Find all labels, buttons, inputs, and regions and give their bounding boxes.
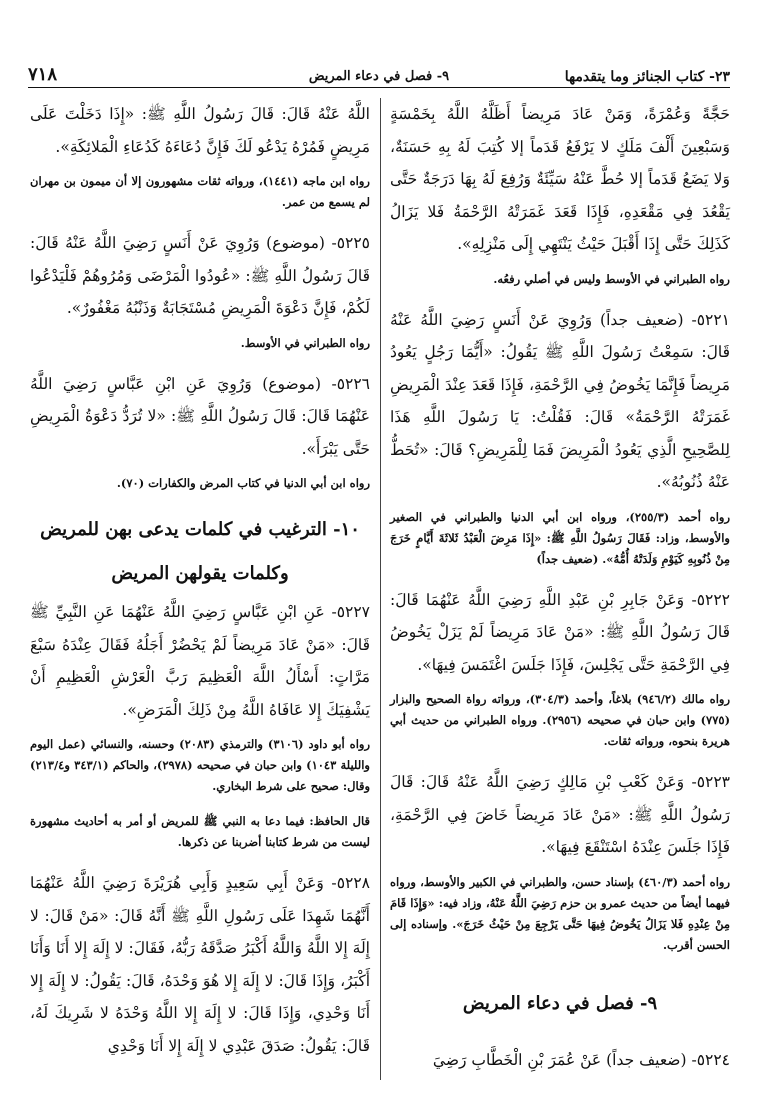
section-heading: ٩- فصل في دعاء المريض bbox=[462, 992, 658, 1014]
hadith-text: ٥٢٢٢- وَعَنْ جَابِرِ بْنِ عَبْدِ اللَّهِ رَضِيَ اللَّهُ عَنْهُمَا قَالَ: قَالَ رَسُولُ اللَّهِ ﷺ: «مَنْ عَادَ مَرِيضاً لَمْ يَزَلْ يَخُوضُ فِي الرَّحْمَةِ حَتَّى يَجْلِسَ، فَإِذَا جَلَسَ اغْتَمَسَ فِيهَا». bbox=[390, 590, 730, 674]
hadith-source: رواه أحمد (٤٦٠/٣) بإسناد حسن، والطبراني في الكبير والأوسط، ورواه فيهما أيضاً من حديث عمرو بن حزم رَضِيَ اللَّهُ عَنْهُ، وزاد فيه: «وَإِذَا قَامَ مِنْ عِنْدِهِ فَلا يَزَالُ يَخُوضُ فِيهَا حَتَّى يَرْجِعَ مِنْ حَيْثُ خَرَجَ». وإسناده إلى الحسن أقرب. bbox=[390, 874, 730, 952]
page-number: ٧١٨ bbox=[28, 64, 58, 85]
hadith-text: حَجَّةً وَعُمْرَةً، وَمَنْ عَادَ مَرِيضاً أَظَلَّهُ اللَّهُ بِخَمْسَةٍ وَسَبْعِينَ أَلْفَ مَلَكٍ لا يَرْفَعُ قَدَماً إلا كُتِبَ لَهُ بِهِ حَسَنَةٌ، وَلا يَضَعُ قَدَماً إلا حُطَّ عَنْهُ سَيِّئَةٌ وَرُفِعَ لَهُ بِهَا دَرَجَةٌ حَتَّى يَقْعُدَ فِي مَقْعَدِهِ، فَإِذَا قَعَدَ غَمَرَتْهُ الرَّحْمَةُ فَلا يَزَالُ كَذَلِكَ حَتَّى إِذَا أَقْبَلَ حَيْثُ يَنْتَهِي إِلَى مَنْزِلِهِ». bbox=[390, 105, 730, 253]
hadith-source: رواه مالك (٩٤٦/٢) بلاغاً، وأحمد (٣٠٤/٣)، ورواته رواة الصحيح والبزار (٧٧٥) وابن حبان في صحيحه (٢٩٥٦). ورواه الطبراني من حديث أبي هريرة بنحوه، ورواته ثقات. bbox=[390, 692, 731, 748]
hadith-text: ٥٢٢٥- (موضوع) وَرُوِيَ عَنْ أَنَسٍ رَضِيَ اللَّهُ عَنْهُ قَالَ: قَالَ رَسُولُ اللَّهِ ﷺ: «عُودُوا الْمَرْضَى وَمُرُوهُمْ فَلْيَدْعُوا لَكُمْ، فَإِنَّ دَعْوَةَ الْمَرِيضِ مُسْتَجَابَةٌ وَذَنْبُهُ مَغْفُورٌ». bbox=[30, 234, 370, 317]
column-divider bbox=[380, 98, 381, 1080]
hadith-text: ٥٢٢٦- (موضوع) وَرُوِيَ عَنِ ابْنِ عَبَّاسٍ رَضِيَ اللَّهُ عَنْهُمَا قَالَ: قَالَ رَسُولُ اللَّهِ ﷺ: «لا تُرَدُّ دَعْوَةُ الْمَرِيضِ حَتَّى يَبْرَأَ». bbox=[30, 374, 370, 458]
hadith-text: ٥٢٢٨- وَعَنْ أَبِي سَعِيدٍ وَأَبِي هُرَيْرَةَ رَضِيَ اللَّهُ عَنْهُمَا أَنَّهُمَا شَهِدَا عَلَى رَسُولِ اللَّهِ ﷺ أَنَّهُ قَالَ: «مَنْ قَالَ: لا إِلَهَ إِلا اللَّهُ وَاللَّهُ أَكْبَرُ صَدَّقَهُ رَبُّهُ، فَقَالَ: لا إِلَهَ إِلا أَنَا وَأَنَا أَكْبَرُ، وَإِذَا قَالَ: لا إِلَهَ إِلا هُوَ وَحْدَهُ، قَالَ: يَقُولُ: لا إِلَهَ إِلا أَنَا وَحْدِي، وَإِذَا قَالَ: لا إِلَهَ إِلا اللَّهُ وَحْدَهُ لا شَرِيكَ لَهُ، قَالَ: يَقُولُ: صَدَقَ عَبْدِي لا إِلَهَ إِلا أَنَا وَحْدِي bbox=[30, 874, 370, 1055]
editor-note: قال الحافظ: فيما دعا به النبي ﷺ للمريض أو أمر به أحاديث مشهورة ليست من شرط كتابنا أضربنا عن ذكرها. bbox=[30, 814, 370, 849]
chapter-running-title: ٢٣- كتاب الجنائز وما يتقدمها bbox=[564, 69, 730, 85]
hadith-source: رواه الطبراني في الأوسط وليس في أصلي رفعُه. bbox=[493, 271, 730, 286]
left-column bbox=[30, 98, 370, 1062]
hadith-source: رواه ابن ماجه (١٤٤١)، ورواته ثقات مشهورون إلا أن ميمون بن مهران لم يسمع من عمر. bbox=[30, 174, 370, 209]
section-running-title: ٩- فصل في دعاء المريض bbox=[308, 69, 450, 84]
hadith-source: رواه أحمد (٢٥٥/٣)، ورواه ابن أبي الدنيا والطبراني في الصغير والأوسط، وزاد: فَقَالَ رَسُولُ اللَّهِ ﷺ: «إِذَا مَرِضَ الْعَبْدُ ثَلاثَةَ أَيَّامٍ خَرَجَ مِنْ ذُنُوبِهِ كَيَوْمِ وَلَدَتْهُ أُمُّهُ». (ضعيف جداً) bbox=[390, 509, 730, 566]
hadith-text: ٥٢٢١- (ضعيف جداً) وَرُوِيَ عَنْ أَنَسٍ رَضِيَ اللَّهُ عَنْهُ قَالَ: سَمِعْتُ رَسُولَ اللَّهِ ﷺ يَقُولُ: «أَيُّمَا رَجُلٍ يَعُودُ مَرِيضاً فَإِنَّمَا يَخُوضُ فِي الرَّحْمَةِ، فَإِذَا قَعَدَ عِنْدَ الْمَرِيضِ غَمَرَتْهُ الرَّحْمَةُ» قَالَ: فَقُلْتُ: يَا رَسُولَ اللَّهِ هَذَا لِلصَّحِيحِ الَّذِي يَعُودُ الْمَرِيضَ فَمَا لِلْمَرِيضِ؟ قَالَ: «تُحَطُّ عَنْهُ ذُنُوبُهُ». bbox=[390, 310, 730, 491]
chapter-heading-line2: وكلمات يقولهن المريض bbox=[111, 563, 289, 584]
chapter-heading-line1: ١٠- الترغيب في كلمات يدعى بهن للمريض bbox=[40, 519, 360, 540]
hadith-source: رواه الطبراني في الأوسط. bbox=[240, 335, 370, 350]
hadith-text: ٥٢٢٤- (ضعيف جداً) عَنْ عُمَرَ بْنِ الْخَطَّابِ رَضِيَ bbox=[432, 1050, 730, 1069]
hadith-source: رواه أبو داود (٣١٠٦) والترمذي (٢٠٨٣) وحسنه، والنسائي (عمل اليوم والليلة ١٠٤٣) وابن حبان في صحيحه (٢٩٧٨)، والحاكم (٣٤٣/١ و٢١٣/٤) وقال: صحيح على شرط البخاري. bbox=[30, 737, 371, 793]
hadith-source: رواه ابن أبي الدنيا في كتاب المرض والكفارات (٧٠). bbox=[116, 476, 370, 490]
page-header bbox=[28, 58, 730, 88]
hadith-text: ٥٢٢٧- عَنِ ابْنِ عَبَّاسٍ رَضِيَ اللَّهُ عَنْهُمَا عَنِ النَّبِيِّ ﷺ قَالَ: «مَنْ عَادَ مَرِيضاً لَمْ يَحْضُرْ أَجَلُهُ فَقَالَ عِنْدَهُ سَبْعَ مَرَّاتٍ: أَسْأَلُ اللَّهَ الْعَظِيمَ رَبَّ الْعَرْشِ الْعَظِيمِ أَنْ يَشْفِيَكَ إِلا عَافَاهُ اللَّهُ مِنْ ذَلِكَ الْمَرَضِ». bbox=[30, 603, 370, 719]
right-column bbox=[390, 98, 730, 1076]
hadith-text: اللَّهُ عَنْهُ قَالَ: قَالَ رَسُولُ اللَّهِ ﷺ: «إِذَا دَخَلْتَ عَلَى مَرِيضٍ فَمُرْهُ يَدْعُو لَكَ فَإِنَّ دُعَاءَهُ كَدُعَاءِ الْمَلائِكَةِ». bbox=[30, 105, 370, 156]
hadith-text: ٥٢٢٣- وَعَنْ كَعْبِ بْنِ مَالِكٍ رَضِيَ اللَّهُ عَنْهُ قَالَ: قَالَ رَسُولُ اللَّهِ ﷺ: «مَنْ عَادَ مَرِيضاً خَاضَ فِي الرَّحْمَةِ، فَإِذَا جَلَسَ عِنْدَهُ اسْتَنْقَعَ فِيهَا». bbox=[390, 773, 730, 856]
